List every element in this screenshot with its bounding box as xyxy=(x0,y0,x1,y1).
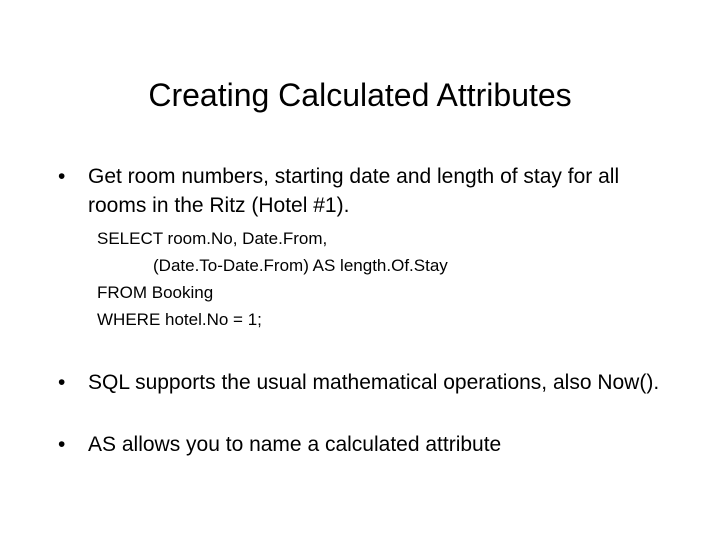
bullet-item xyxy=(58,430,678,459)
bullet-dot-icon: • xyxy=(58,165,66,188)
bullet-dot-icon: • xyxy=(58,433,66,456)
bullet-text: AS allows you to name a calculated attribute xyxy=(88,433,502,456)
slide-title: Creating Calculated Attributes xyxy=(148,77,572,113)
sql-line-from: FROM Booking xyxy=(97,283,214,302)
bullet-item xyxy=(58,162,678,220)
sql-line-where: WHERE hotel.No = 1; xyxy=(97,310,262,329)
bullet-text: Get room numbers, starting date and length of stay for all rooms in the Ritz (Hotel #1). xyxy=(88,165,620,217)
bullet-dot-icon: • xyxy=(58,371,66,394)
sql-line-expression: (Date.To-Date.From) AS length.Of.Stay xyxy=(153,256,448,275)
bullet-text: SQL supports the usual mathematical operations, also Now(). xyxy=(88,371,660,394)
sql-line-select: SELECT room.No, Date.From, xyxy=(97,229,328,248)
bullet-item xyxy=(58,368,678,397)
